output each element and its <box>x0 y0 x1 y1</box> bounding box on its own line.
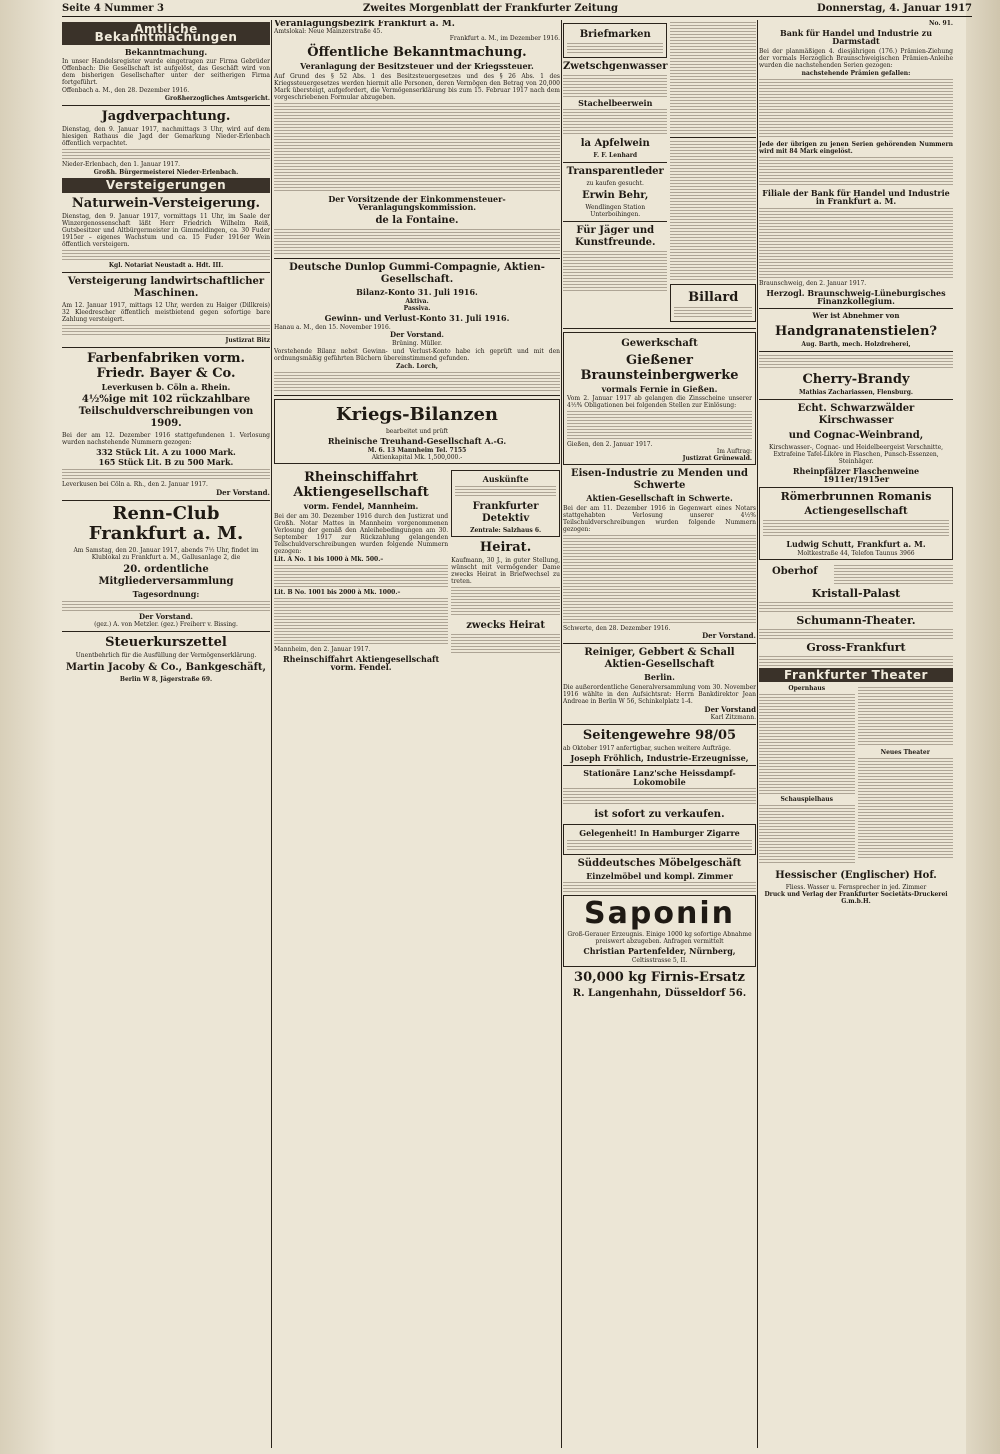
marriage-highlight: zwecks Heirat <box>466 619 545 631</box>
dunlop-board: Der Vorstand. <box>390 330 444 340</box>
text-lines <box>759 656 953 666</box>
kriegs-sub: bearbeitet und prüft <box>385 427 449 435</box>
detective-ad <box>451 470 560 536</box>
text-lines <box>567 840 752 850</box>
dunlop-auditor: Zach. Lorch, <box>396 362 438 370</box>
column-3 <box>563 20 756 1448</box>
kriegs-capital: Aktienkapital Mk. 1,500,000.- <box>371 454 463 462</box>
dunlop-dateline: Hanau a. M., den 15. November 1916. <box>274 324 391 332</box>
gewerkschaft-role: Im Auftrag: <box>716 448 752 456</box>
firnis-quantity: 30,000 kg Firnis-Ersatz <box>574 970 745 986</box>
page-binding-shadow <box>0 0 56 1454</box>
text-lines <box>563 251 667 291</box>
kriegs-title: Kriegs-Bilanzen <box>335 403 498 425</box>
notice-dateline: Offenbach a. M., den 28. Dezember 1916. <box>62 87 190 95</box>
divider <box>563 221 667 222</box>
gewerkschaft-former: vormals Fernie in Gießen. <box>601 384 718 394</box>
opera-title: Opernhaus <box>788 685 826 693</box>
tax-district: Veranlagungsbezirk Frankfurt a. M. <box>274 20 455 29</box>
rhein-lot-b: Lit. B No. 1001 bis 2000 à Mk. 1000.– <box>274 588 401 596</box>
stamps-title: Briefmarken <box>579 29 651 40</box>
section-header-auctions: Versteigerungen <box>62 178 270 192</box>
newspaper-title: Zweites Morgenblatt der Frankfurter Zeitung <box>363 2 618 14</box>
text-lines <box>62 469 270 479</box>
tax-sheet-firm: Martin Jacoby & Co., Bankgeschäft, <box>65 662 266 674</box>
oberhof-title: Oberhof <box>772 566 818 578</box>
detective-address: Zentrale: Salzhaus 6. <box>470 526 542 534</box>
saponin-firm: Christian Partenfelder, Nürnberg, <box>583 946 736 957</box>
column-1 <box>62 20 270 1448</box>
gewerkschaft-signatory: Justizrat Grünewald. <box>682 455 752 463</box>
opera-listing <box>759 694 855 794</box>
saponin-address: Celtisstrasse 5, II. <box>631 957 688 965</box>
transparent-buy: zu kaufen gesucht. <box>586 180 644 188</box>
hunter-title: Für Jäger und Kunstfreunde. <box>574 225 656 249</box>
reiniger-city: Berlin. <box>644 672 675 683</box>
divider <box>563 724 756 725</box>
frankfurt-theater-header: Frankfurter Theater <box>759 668 953 682</box>
wine-auction-text: Dienstag, den 9. Januar 1917, vormittags 11 Uhr, im Saale der Winzergenossenschaft läßt Herr Friedrich Wilhelm Reiß, Gutsbesitzer und Altbürgermeister in Gimmeldingen, ca. 30 Fuder 1915er – eigenes Wachstum und ca. 15 Fuder 1916er Wein öffentlich versteigern. <box>62 212 270 248</box>
text-lines <box>567 411 752 439</box>
text-lines <box>455 486 556 498</box>
bayer-bond-title: 4½%ige mit 102 rückzahlbare Teilschuldverschreibungen von 1909. <box>78 394 254 430</box>
machine-auction-title: Versteigerung landwirtschaftlicher Maschinen. <box>67 275 265 299</box>
dunlop-audit-note: Vorstehende Bilanz nebst Gewinn- und Verlust-Konto habe ich geprüft und mit den ordnungsmäßig geführten Büchern übereinstimmend gefunden. <box>274 347 560 362</box>
oberhof-ad <box>759 563 953 587</box>
gewerkschaft-dateline: Gießen, den 2. Januar 1917. <box>567 441 653 449</box>
text-lines <box>670 141 756 281</box>
text-lines <box>763 520 949 538</box>
cherry-firm: Mathias Zachariassen, Flensburg. <box>798 388 913 396</box>
listing-text <box>858 687 954 747</box>
detective-title: Auskünfte <box>482 474 529 485</box>
text-lines <box>563 882 756 892</box>
machine-auction-notary: Justizrat Bitz <box>225 336 270 344</box>
bayonet-firm: Joseph Fröhlich, Industrie-Erzeugnisse, <box>570 753 749 764</box>
roemer-address: Moltkestraße 44, Telefon Taunus 3966 <box>797 550 915 558</box>
text-lines <box>563 535 756 623</box>
public-notice-title: Öffentliche Bekanntmachung. <box>307 45 527 61</box>
text-lines <box>834 565 953 585</box>
billard-title: Billard <box>688 290 739 305</box>
apfelwein-title: la Apfelwein <box>580 138 650 150</box>
transparent-name: Erwin Behr, <box>582 190 649 202</box>
gewerkschaft-name: Gießener Braunsteinbergwerke <box>580 353 739 383</box>
divider <box>759 308 953 309</box>
rennclub-meeting: 20. ordentliche Mitgliederversammlung <box>98 564 234 588</box>
prize-table <box>759 79 953 139</box>
theater-right <box>858 685 954 867</box>
furniture-title: Süddeutsches Möbelgeschäft <box>577 857 742 869</box>
text-lines <box>759 602 953 612</box>
schumann-title: Schumann-Theater. <box>796 614 916 628</box>
stachelbeer-title: Stachelbeerwein <box>578 98 653 108</box>
divider <box>563 328 756 329</box>
public-notice-text: Auf Grund des § 52 Abs. 1 des Besitzsteuergesetzes und des § 26 Abs. 1 des Kriegssteuergesetzes werden hiermit alle Personen, deren Vermögen den Betrag von 20,000 Mark übersteigt, aufgefordert, die Vermögenserklärung bis zum 15. Februar 1917 nach dem vorgeschriebenen Formular abzugeben. <box>274 72 560 101</box>
divider <box>759 399 953 400</box>
gewerkschaft-notice <box>563 332 756 465</box>
text-lines <box>274 229 560 255</box>
divider <box>62 347 270 348</box>
wine-auction-notary: Kgl. Notariat Neustadt a. Hdt. III. <box>108 261 224 269</box>
theater-left <box>759 685 855 867</box>
divider <box>62 272 270 273</box>
text-lines <box>62 325 270 335</box>
transparent-place: Wendlingen Station Unterboihingen. <box>585 204 646 219</box>
eisen-board: Der Vorstand. <box>702 630 756 640</box>
text-lines <box>451 634 560 654</box>
rennclub-title: Renn-Club Frankfurt a. M. <box>88 503 244 545</box>
bayonet-text: ab Oktober 1917 anfertigbar, suchen weitere Aufträge. <box>563 745 731 753</box>
text-lines <box>563 788 756 806</box>
balance-liabilities-heading: Passiva. <box>403 305 431 313</box>
text-lines <box>670 22 756 134</box>
notice-title: Bekanntmachung. <box>124 46 208 57</box>
dunlop-title: Deutsche Dunlop Gummi-Compagnie, Aktien-Gesellschaft. <box>289 261 545 285</box>
divider <box>62 500 270 501</box>
divider <box>563 162 667 163</box>
rheinpfalz-wine: Rheinpfälzer Flaschenweine 1911er/1915er <box>792 465 920 485</box>
bayer-location: Leverkusen b. Cöln a. Rhein. <box>101 381 231 392</box>
rennclub-agenda: Tagesordnung: <box>132 589 200 600</box>
text-lines <box>759 208 953 278</box>
kirsch-text: Kirschwasser-, Cognac- und Heidelbeergeist Verschnitte, Extrafeine Tafel-Liköre in Flaschen, Punsch-Essenzen, Steinhäger. <box>768 443 944 465</box>
kristall-title: Kristall-Palast <box>811 587 901 601</box>
rhein-sub: vorm. Fendel, Mannheim. <box>303 501 419 512</box>
text-lines <box>62 149 270 159</box>
dunlop-balance-title: Bilanz-Konto 31. Juli 1916. <box>356 286 478 297</box>
neues-theater-title: Neues Theater <box>880 749 930 757</box>
kirsch-title: Echt. Schwarzwälder Kirschwasser <box>797 402 915 426</box>
rhein-title: Rheinschiffahrt Aktiengesellschaft <box>293 470 429 501</box>
saponin-title: Saponin <box>584 896 735 932</box>
bayer-dateline: Leverkusen bei Cöln a. Rh., den 2. Januar 1917. <box>62 480 208 488</box>
tax-sheet-title: Steuerkurszettel <box>105 635 227 651</box>
bayer-lot-b: 165 Stück Lit. B zu 500 Mark. <box>98 457 234 468</box>
text-lines <box>274 598 448 644</box>
commission-chair: de la Fontaine. <box>375 214 459 226</box>
rhein-board: Rheinschiffahrt Aktiengesellschaft vorm. Fendel. <box>282 653 440 673</box>
column-rule <box>561 20 562 1448</box>
small-ads-left <box>563 20 667 325</box>
dunlop-board-names: Brüning. Müller. <box>392 339 442 347</box>
column-rule <box>271 20 272 1448</box>
kriegs-bilanzen-ad <box>274 399 560 464</box>
bayer-board: Der Vorstand. <box>216 487 270 497</box>
text-lines <box>274 103 560 193</box>
grenade-firm: Aug. Barth, mech. Holzdreherei, <box>801 340 911 348</box>
divider <box>670 137 756 138</box>
eisen-sub: Aktien-Gesellschaft in Schwerte. <box>586 493 733 504</box>
rhein-dateline: Mannheim, den 2. Januar 1917. <box>274 645 371 653</box>
hessischer-hof-title: Hessischer (Englischer) Hof. <box>775 870 937 882</box>
reiniger-title: Reiniger, Gebbert & Schall Aktien-Gesellschaft <box>584 647 735 671</box>
theater-listings <box>759 685 953 867</box>
roemer-sub: Actiengesellschaft <box>804 505 908 517</box>
side-ads <box>451 467 560 673</box>
firnis-firm: R. Langenhahn, Düsseldorf 56. <box>572 988 747 1000</box>
marriage-text: Kaufmann, 30 J., in guter Stellung, wünscht mit vermögender Dame zwecks Heirat in Briefwechsel zu treten. <box>451 556 560 585</box>
bank-title: Bank für Handel und Industrie zu Darmstadt <box>779 28 933 47</box>
reiniger-board: Der Vorstand <box>704 704 756 714</box>
text-lines <box>62 250 270 260</box>
section-header-official: Amtliche Bekanntmachungen <box>62 22 270 45</box>
billard-ad <box>670 284 756 322</box>
text-lines <box>759 629 953 639</box>
saponin-ad <box>563 895 756 967</box>
bank-notice-number: No. 91. <box>929 20 953 27</box>
zwetschgen-title: Zwetschgenwasser <box>563 61 668 72</box>
hunt-lease-office: Großh. Bürgermeisterei Nieder-Erlenbach. <box>93 169 239 177</box>
bayonet-title: Seitengewehre 98/05 <box>582 728 737 744</box>
hessischer-hof-sub: Fliess. Wasser u. Fernsprecher in jed. Zimmer <box>785 884 927 892</box>
bayer-title: Farbenfabriken vorm. Friedr. Bayer & Co. <box>86 350 246 381</box>
tax-sheet-text: Unentbehrlich für die Ausfüllung der Vermögenserklärung. <box>75 652 257 660</box>
tax-office: Amtslokal: Neue Mainzerstraße 45. <box>274 28 383 36</box>
small-ads-right <box>670 20 756 325</box>
apfelwein-firm: F. F. Lenhard <box>593 152 638 160</box>
bank-rest-note: Jede der übrigen zu jenen Serien gehörenden Nummern wird mit 84 Mark eingelöst. <box>759 140 953 155</box>
column-2 <box>274 20 560 1448</box>
text-lines <box>62 601 270 611</box>
lanz-title: Stationäre Lanz'sche Heissdampf-Lokomobile <box>583 768 736 787</box>
stamps-ad <box>563 23 667 58</box>
divider <box>563 643 756 644</box>
schauspiel-title: Schauspielhaus <box>780 796 834 804</box>
bottom-split <box>274 467 560 673</box>
bank-text: Bei der planmäßigen 4. diesjährigen (176.) Prämien-Ziehung der vormals Herzoglich Braunschweigischen Prämien-Anleihe wurden die nachstehenden Serien gezogen: <box>759 47 953 69</box>
bayer-text: Bei der am 12. Dezember 1916 stattgefundenen 1. Verlosung wurden nachstehende Nummern gezogen: <box>62 432 270 447</box>
hunt-lease-title: Jagdverpachtung. <box>101 109 231 125</box>
kirsch-sub: und Cognac-Weinbrand, <box>788 429 924 441</box>
divider <box>274 258 560 259</box>
bank-branch: Filiale der Bank für Handel und Industrie in Frankfurt a. M. <box>762 187 950 207</box>
tax-sheet-address: Berlin W 8, Jägerstraße 69. <box>119 676 213 684</box>
detective-name: Frankfurter Detektiv <box>472 500 539 524</box>
bank-dateline: Braunschweig, den 2. Januar 1917. <box>759 279 867 287</box>
divider <box>274 395 560 396</box>
text-lines <box>563 75 667 97</box>
reiniger-text: Die außerordentliche Generalversammlung vom 30. November 1916 wählte in den Aufsichtsrat: Herrn Bankdirektor Jean Andreae in Berlin W 56, Schinkelplatz 1-4. <box>563 683 756 705</box>
cherry-title: Cherry-Brandy <box>802 371 910 387</box>
commission-title: Der Vorsitzende der Einkommensteuer-Veranlagungskommission. <box>328 193 506 213</box>
hunt-lease-dateline: Nieder-Erlenbach, den 1. Januar 1917. <box>62 161 181 169</box>
publisher-footer: Druck und Verlag der Frankfurter Societäts-Druckerei G.m.b.H. <box>764 891 948 906</box>
public-notice-subtitle: Veranlagung der Besitzsteuer und der Kriegssteuer. <box>300 61 534 72</box>
gewerkschaft-text: Vom 2. Januar 1917 ab gelangen die Zinsscheine unserer 4½% Obligationen bei folgenden Stellen zur Einlösung: <box>567 395 752 410</box>
grenade-question: Wer ist Abnehmer von <box>812 311 900 321</box>
notice-text: In unser Handelsregister wurde eingetragen zur Firma Gebrüder Offenbach: Die Gesellschaft ist aufgelöst, das Geschäft wird von dem bisherigen Gesellschafter unter der seitherigen Firma fortgeführt. <box>62 58 270 87</box>
masthead <box>62 2 972 17</box>
roemerbrunnen-ad <box>759 487 953 560</box>
reiniger-signatory: Karl Zitzmann. <box>710 714 756 722</box>
bayer-lot-a: 332 Stück Lit. A zu 1000 Mark. <box>96 447 236 458</box>
rhein-text: Bei der am 30. Dezember 1916 durch den Justizrat und Großh. Notar Mattes in Mannheim vorgenommenen Verlosung der gemäß den Anleihebedingungen am 30. September 1917 zur Rückzahlung gelangenden Teilschuldverschreibungen wurden folgende Nummern gezogen: <box>274 512 449 555</box>
transparent-title: Transparentleder <box>566 166 664 178</box>
column-rule <box>757 20 758 1448</box>
schauspiel-listing <box>759 805 855 865</box>
small-ads-top <box>563 20 756 325</box>
eisen-text: Bei der am 11. Dezember 1916 in Gegenwart eines Notars stattgehabten Verlosung unserer 4½% Teilschuldverschreibungen wurden folgende Nummern gezogen: <box>563 504 756 533</box>
issue-date: Donnerstag, 4. Januar 1917 <box>817 2 972 14</box>
furniture-sub: Einzelmöbel und kompl. Zimmer <box>586 870 733 881</box>
divider <box>563 765 756 766</box>
grenade-title: Handgranatenstielen? <box>774 323 938 339</box>
text-lines <box>567 43 663 53</box>
lanz-sale: ist sofort zu verkaufen. <box>594 809 725 821</box>
page-number: Seite 4 Nummer 3 <box>62 2 164 14</box>
divider <box>62 631 270 632</box>
notice-authority: Großherzogliches Amtsgericht. <box>164 95 270 103</box>
divider <box>759 351 953 352</box>
saponin-text: Groß-Gerauer Erzeugnis. Einige 1000 kg sofortige Abnahme preiswert abzugeben. Anfragen vermittelt <box>567 931 752 946</box>
eisen-title: Eisen-Industrie zu Menden und Schwerte <box>571 468 748 492</box>
eisen-dateline: Schwerte, den 28. Dezember 1916. <box>563 624 671 632</box>
cigar-ad <box>563 824 756 854</box>
roemer-title: Römerbrunnen Romanis <box>780 489 932 503</box>
column-4 <box>759 20 953 1448</box>
text-lines <box>563 109 667 135</box>
rheinschiffahrt-notice <box>274 467 448 673</box>
text-lines <box>274 372 560 392</box>
hunt-lease-text: Dienstag, den 9. Januar 1917, nachmittags 3 Uhr, wird auf dem hiesigen Rathaus die Jagd der Gemarkung Nieder-Erlenbach öffentlich verpachtet. <box>62 126 270 148</box>
bank-prize-heading: nachstehende Prämien gefallen: <box>801 69 911 77</box>
neues-listing <box>858 758 954 858</box>
gross-frankfurt-title: Gross-Frankfurt <box>806 641 906 655</box>
bank-board: Herzogl. Braunschweig-Lüneburgisches Finanzkollegium. <box>766 287 946 307</box>
tax-dateline: Frankfurt a. M., im Dezember 1916. <box>449 35 560 43</box>
text-lines <box>759 355 953 369</box>
marriage-title: Heirat. <box>479 539 532 555</box>
rhein-lot-a: Lit. A No. 1 bis 1000 à Mk. 500.– <box>274 555 384 563</box>
rennclub-signatories: (gez.) A. von Metzler. (gez.) Freiherr v. Bissing. <box>94 621 238 629</box>
text-lines <box>274 565 448 587</box>
cigar-title: Gelegenheit! In Hamburger Zigarre <box>579 828 740 839</box>
divider <box>62 105 270 106</box>
page-right-edge <box>966 0 1000 1454</box>
roemer-firm: Ludwig Schutt, Frankfurt a. M. <box>786 538 926 549</box>
kriegs-address: M. 6. 13 Mannheim Tel. 7155 <box>367 447 467 455</box>
machine-auction-text: Am 12. Januar 1917, mittags 12 Uhr, werden zu Haiger (Dillkreis) 32 Kleedrescher öffentlich meistbietend gegen sofortige bare Zahlung versteigert. <box>62 301 270 323</box>
rennclub-board: Der Vorstand. <box>139 611 193 621</box>
wine-auction-title: Naturwein-Versteigerung. <box>71 195 261 211</box>
balance-assets-heading: Aktiva. <box>405 298 429 306</box>
text-lines <box>759 157 953 187</box>
rennclub-text: Am Samstag, den 20. Januar 1917, abends 7½ Uhr, findet im Klublokal zu Frankfurt a. M., Gallusanlage 2, die <box>73 547 259 562</box>
gewerkschaft-title: Gewerkschaft <box>621 338 698 349</box>
text-lines <box>451 587 560 617</box>
text-lines <box>674 307 752 317</box>
profit-loss-title: Gewinn- und Verlust-Konto 31. Juli 1916. <box>324 313 510 324</box>
kriegs-firm: Rheinische Treuhand-Gesellschaft A.-G. <box>327 435 507 446</box>
